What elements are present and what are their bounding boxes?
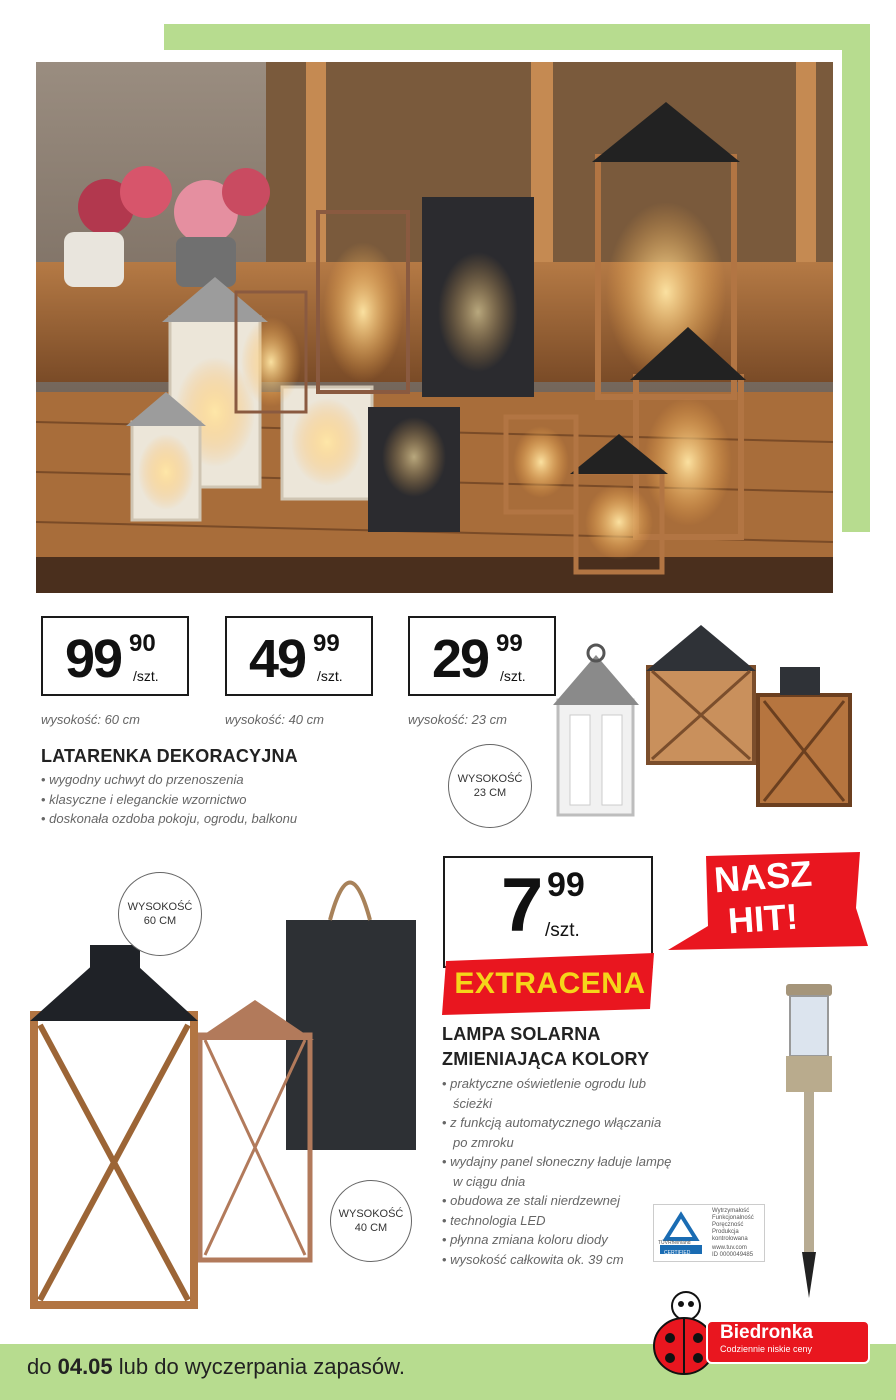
tuv-line: Funkcjonalność <box>712 1215 754 1221</box>
list-item: • wygodny uchwyt do przenoszenia <box>41 770 297 790</box>
height-badge-23cm <box>448 744 532 828</box>
price-box-23cm <box>408 616 556 696</box>
price-box-40cm <box>225 616 373 696</box>
price-unit: /szt. <box>545 920 580 941</box>
price-box-solar <box>443 856 653 968</box>
hero-photo <box>36 62 833 593</box>
tuv-line: Wytrzymałość <box>712 1208 750 1214</box>
tuv-line: kontrolowana <box>712 1236 748 1242</box>
small-lanterns-image <box>548 615 863 825</box>
badge-value: 23 CM <box>473 787 507 799</box>
price-main: 49 <box>249 629 306 689</box>
solar-title-line1: LAMPA SOLARNA <box>442 1024 601 1044</box>
price-cents: 90 <box>129 630 156 657</box>
solar-title-line2: ZMIENIAJĄCA KOLORY <box>442 1049 650 1069</box>
tuv-url: www.tuv.com <box>712 1245 747 1251</box>
extracena-banner <box>442 953 658 1015</box>
tuv-certificate <box>653 1204 765 1262</box>
price-cents: 99 <box>313 630 340 657</box>
badge-label: WYSOKOŚĆ <box>127 901 193 913</box>
extracena-text: EXTRACENA <box>454 967 646 1000</box>
logo-tagline: Codziennie niskie ceny <box>720 1344 813 1354</box>
list-item: • wydajny panel słoneczny ładuje lampę <box>442 1152 671 1172</box>
price-main: 99 <box>65 629 122 689</box>
price-main: 29 <box>432 629 489 689</box>
price-main: 7 <box>501 863 542 948</box>
badge-value: 60 CM <box>143 915 177 927</box>
validity-note <box>27 1354 405 1380</box>
tuv-id: ID 0000049485 <box>712 1252 754 1258</box>
list-item: • wysokość całkowita ok. 39 cm <box>442 1250 671 1270</box>
list-item: • obudowa ze stali nierdzewnej <box>442 1191 671 1211</box>
height-note-40: wysokość: 40 cm <box>225 712 324 727</box>
height-badge-60cm <box>118 872 202 956</box>
lanterns-scene-image <box>36 62 833 593</box>
badge-label: WYSOKOŚĆ <box>457 773 523 785</box>
tuv-line: Produkcja <box>712 1229 739 1235</box>
price-unit: /szt. <box>133 668 159 684</box>
tuv-line: Poręczność <box>712 1222 744 1228</box>
list-item-continuation: po zmroku <box>453 1134 514 1150</box>
list-item: • płynna zmiana koloru diody <box>442 1230 671 1250</box>
solar-lamp-image <box>782 982 836 1302</box>
list-item: • klasyczne i eleganckie wzornictwo <box>41 790 297 810</box>
lantern-bullets <box>41 770 297 829</box>
price-box-60cm <box>41 616 189 696</box>
height-badge-40cm <box>330 1180 412 1262</box>
price-cents: 99 <box>496 630 523 657</box>
list-item-continuation: w ciągu dnia <box>453 1173 526 1189</box>
hit-line-2: HIT! <box>726 895 800 942</box>
validity-date: 04.05 <box>57 1354 113 1379</box>
solar-bullets <box>442 1074 671 1269</box>
validity-prefix: do <box>27 1354 58 1379</box>
height-note-60: wysokość: 60 cm <box>41 712 140 727</box>
price-unit: /szt. <box>500 668 526 684</box>
price-unit: /szt. <box>317 668 343 684</box>
price-cents: 99 <box>547 866 585 904</box>
green-frame-right <box>842 24 870 532</box>
tuv-brand: TÜVRheinland <box>658 1240 691 1246</box>
height-note-23: wysokość: 23 cm <box>408 712 507 727</box>
nasz-hit-badge <box>668 852 868 962</box>
list-item: • praktyczne oświetlenie ogrodu lub <box>442 1074 671 1094</box>
biedronka-logo <box>650 1280 875 1380</box>
list-item: • z funkcją automatycznego włączania <box>442 1113 671 1133</box>
list-item-continuation: ścieżki <box>453 1095 493 1111</box>
list-item: • doskonała ozdoba pokoju, ogrodu, balkonu <box>41 809 297 829</box>
badge-value: 40 CM <box>354 1222 388 1234</box>
tuv-certified: CERTIFIED <box>664 1250 691 1256</box>
lantern-title: LATARENKA DEKORACYJNA <box>41 746 298 766</box>
hit-line-1: NASZ <box>712 852 814 901</box>
badge-label: WYSOKOŚĆ <box>338 1208 404 1220</box>
green-frame-top <box>164 24 870 50</box>
validity-suffix: lub do wyczerpania zapasów. <box>112 1354 405 1379</box>
list-item: • technologia LED <box>442 1211 671 1231</box>
logo-name: Biedronka <box>720 1322 813 1343</box>
